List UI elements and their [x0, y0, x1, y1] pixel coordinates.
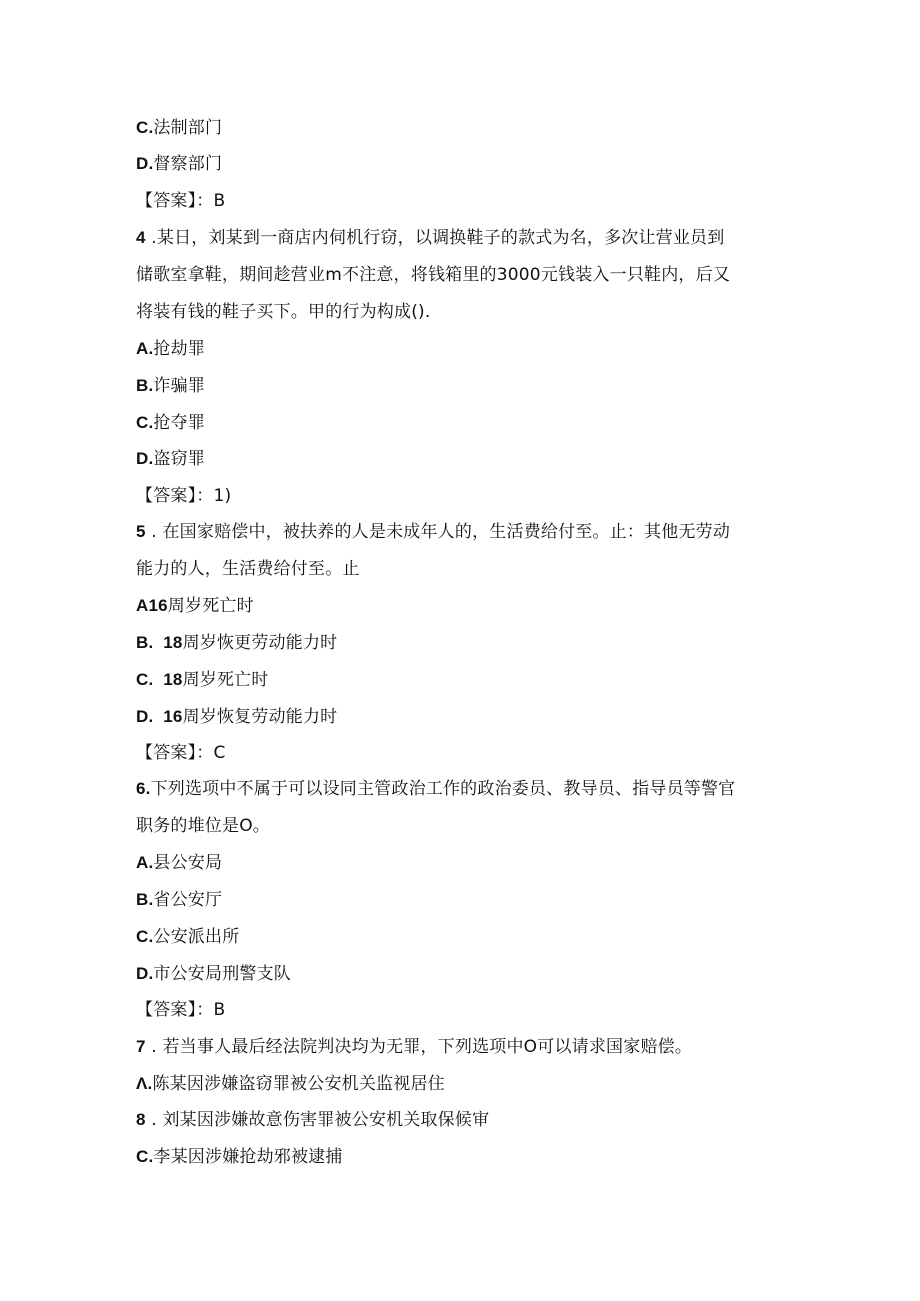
option-line: D.市公安局刑警支队 — [136, 964, 292, 984]
option-line: A.抢劫罪 — [136, 339, 206, 359]
question-line: 储歌室拿鞋，期间趁营业m不注意，将钱箱里的3000元钱装入一只鞋内，后又 — [136, 265, 731, 285]
option-line: B.诈骗罪 — [136, 376, 206, 396]
option-line: A.县公安局 — [136, 853, 223, 873]
text-line: C.法制部门 — [136, 118, 223, 138]
answer-line: 【答案】：B — [136, 191, 226, 211]
option-line: B. 18周岁恢更劳动能力时 — [136, 633, 338, 653]
question-line: 4 .某日，刘某到一商店内伺机行窃，以调换鞋子的款式为名，多次让营业员到 — [136, 228, 725, 248]
question-line: 能力的人，生活费给付至。止 — [136, 559, 360, 579]
answer-line: 【答案】：B — [136, 1000, 226, 1020]
option-line: Λ.陈某因涉嫌盗窃罪被公安机关监视居住 — [136, 1074, 445, 1094]
question-line: 5 . 在国家赔偿中，被扶养的人是未成年人的，生活费给付至。止：其他无劳动 — [136, 522, 731, 542]
question-line: 6.下列选项中不属于可以设同主管政治工作的政治委员、教导员、指导员等警官 — [136, 779, 736, 799]
option-line: B.省公安厅 — [136, 890, 223, 910]
option-line: A16周岁死亡时 — [136, 596, 254, 616]
option-line: 8 . 刘某因涉嫌故意伤害罪被公安机关取保候审 — [136, 1110, 490, 1130]
option-line: C.抢夺罪 — [136, 413, 206, 433]
option-line: C.公安派出所 — [136, 927, 240, 947]
answer-line: 【答案】：C — [136, 743, 226, 763]
option-line: D. 16周岁恢复劳动能力时 — [136, 707, 338, 727]
option-line: D.盗窃罪 — [136, 449, 206, 469]
question-line: 7 . 若当事人最后经法院判决均为无罪，下列选项中O可以请求国家赔偿。 — [136, 1037, 693, 1057]
question-line: 职务的堆位是O。 — [136, 816, 270, 836]
option-line: C.李某因涉嫌抢劫邪被逮捕 — [136, 1147, 343, 1167]
answer-line: 【答案】：1) — [136, 486, 232, 506]
question-line: 将装有钱的鞋子买下。甲的行为构成(). — [136, 302, 431, 322]
text-line: D.督察部门 — [136, 154, 223, 174]
option-line: C. 18周岁死亡时 — [136, 670, 269, 690]
